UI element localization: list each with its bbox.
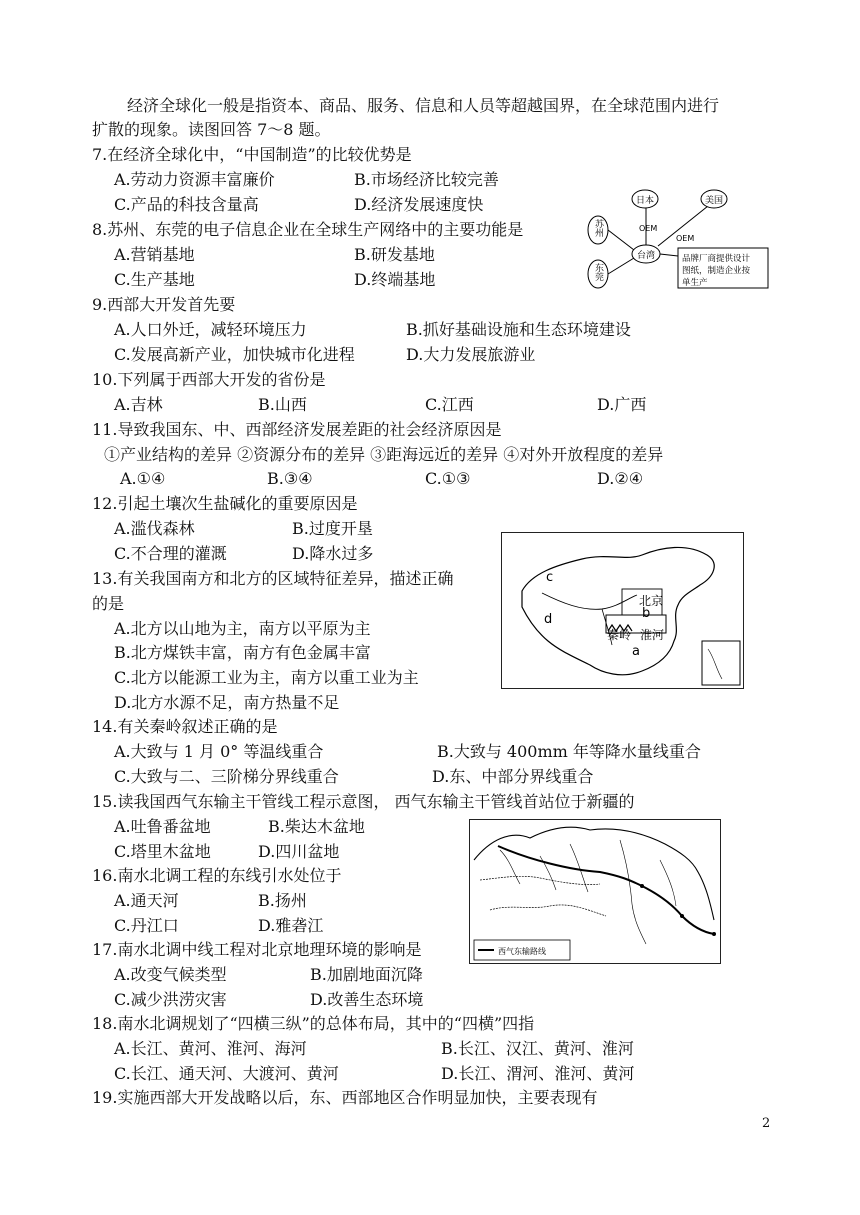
question-16-option-a: A.通天河 [114,891,179,910]
question-11-option-a: A.①④ [120,469,166,488]
question-7-option-a: A.劳动力资源丰富廉价 [114,170,275,189]
question-17-option-a: A.改变气候类型 [114,965,227,984]
question-12-option-a: A.滥伐森林 [114,519,195,538]
question-16-stem: 16.南水北调工程的东线引水处位于 [92,866,342,885]
map-label-qinling: 秦岭 [607,628,632,642]
question-13-stem: 13.有关我国南方和北方的区域特征差异，描述正确 [92,569,454,588]
question-17-option-d: D.改善生态环境 [310,990,424,1009]
question-9-option-c: C.发展高新产业，加快城市化进程 [114,345,355,364]
oem-diagram [584,188,770,290]
question-10-option-a: A.吉林 [114,395,163,414]
intro-line-2: 扩散的现象。读图回答 7～8 题。 [92,120,331,139]
question-17-stem: 17.南水北调中线工程对北京地理环境的影响是 [92,940,422,959]
oem-note-line-1: 品牌厂商提供设计 [682,254,751,264]
label-usa: 美国 [704,196,724,206]
page-number: 2 [762,1116,771,1131]
question-18-option-a: A.长江、黄河、淮河、海河 [114,1039,307,1058]
question-15-option-d: D.四川盆地 [258,842,340,861]
question-7-option-c: C.产品的科技含量高 [114,195,259,214]
label-japan: 日本 [635,196,655,206]
question-18-option-b: B.长江、汉江、黄河、淮河 [441,1039,634,1058]
label-taiwan: 台湾 [636,251,656,261]
question-7-option-d: D.经济发展速度快 [354,195,484,214]
question-14-option-b: B.大致与 400mm 年等降水量线重合 [437,742,701,761]
question-8-option-b: B.研发基地 [354,245,435,264]
question-9-option-b: B.抓好基础设施和生态环境建设 [406,320,631,339]
question-10-option-c: C.江西 [425,395,474,414]
question-13-option-c: C.北方以能源工业为主，南方以重工业为主 [114,668,419,687]
question-12-option-b: B.过度开垦 [292,519,373,538]
question-11-stem: 11.导致我国东、中、西部经济发展差距的社会经济原因是 [92,420,502,439]
question-13-option-b: B.北方煤铁丰富，南方有色金属丰富 [114,643,371,662]
map-label-b: b [642,606,651,621]
question-17-option-c: C.减少洪涝灾害 [114,990,227,1009]
question-18-option-c: C.长江、通天河、大渡河、黄河 [114,1064,339,1083]
map-label-huaihe: 淮河 [640,628,665,642]
label-oem-2: OEM [676,234,695,243]
question-10-option-b: B.山西 [258,395,307,414]
west-east-gas-pipeline-map [469,819,721,964]
label-dongguan: 东莞 [593,263,603,281]
question-12-option-d: D.降水过多 [292,544,374,563]
question-14-option-d: D.东、中部分界线重合 [432,767,594,786]
label-oem-1: OEM [639,224,658,233]
question-15-option-c: C.塔里木盆地 [114,842,211,861]
pipeline-legend-label: 西气东输路线 [498,947,546,956]
question-9-option-a: A.人口外迁，减轻环境压力 [114,320,307,339]
question-8-option-d: D.终端基地 [354,270,436,289]
question-11-statements: ①产业结构的差异 ②资源分布的差异 ③距海远近的差异 ④对外开放程度的差异 [104,445,664,464]
question-8-option-c: C.生产基地 [114,270,195,289]
map-label-a: a [632,644,640,659]
question-18-stem: 18.南水北调规划了“四横三纵”的总体布局，其中的“四横”四指 [92,1014,535,1033]
question-18-option-d: D.长江、渭河、淮河、黄河 [441,1064,635,1083]
question-9-stem: 9.西部大开发首先要 [92,295,236,314]
question-17-option-b: B.加剧地面沉降 [310,965,423,984]
question-12-stem: 12.引起土壤次生盐碱化的重要原因是 [92,494,358,513]
question-14-option-a: A.大致与 1 月 0° 等温线重合 [114,742,324,761]
map-label-beijing: 北京 [639,594,664,608]
oem-note-line-3: 单生产 [682,278,708,288]
map-label-c: c [546,570,554,585]
question-16-option-d: D.雅砻江 [258,916,324,935]
question-11-option-d: D.②④ [597,469,644,488]
question-15-stem: 15.读我国西气东输主干管线工程示意图， 西气东输主干管线首站位于新疆的 [92,792,635,811]
china-north-south-map [501,532,744,689]
question-11-option-b: B.③④ [267,469,313,488]
map-label-d: d [544,612,553,627]
question-15-option-a: A.吐鲁番盆地 [114,817,211,836]
question-7-stem: 7.在经济全球化中，“中国制造”的比较优势是 [92,145,412,164]
question-9-option-d: D.大力发展旅游业 [406,345,536,364]
question-14-option-c: C.大致与二、三阶梯分界线重合 [114,767,339,786]
question-12-option-c: C.不合理的灌溉 [114,544,227,563]
intro-line-1: 经济全球化一般是指资本、商品、服务、信息和人员等超越国界，在全球范围内进行 [127,96,720,115]
question-10-stem: 10.下列属于西部大开发的省份是 [92,370,326,389]
question-7-option-b: B.市场经济比较完善 [354,170,499,189]
question-8-option-a: A.营销基地 [114,245,195,264]
question-10-option-d: D.广西 [597,395,647,414]
question-16-option-c: C.丹江口 [114,916,179,935]
question-11-option-c: C.①③ [425,469,471,488]
label-suzhou: 苏州 [593,219,603,237]
oem-note-line-2: 图纸，制造企业按 [682,266,751,276]
question-16-option-b: B.扬州 [258,891,307,910]
question-13-stem-cont: 的是 [92,594,125,613]
question-15-option-b: B.柴达木盆地 [268,817,365,836]
question-13-option-d: D.北方水源不足，南方热量不足 [114,693,340,712]
question-14-stem: 14.有关秦岭叙述正确的是 [92,717,278,736]
question-13-option-a: A.北方以山地为主，南方以平原为主 [114,619,371,638]
question-19-stem: 19.实施西部大开发战略以后，东、西部地区合作明显加快，主要表现有 [92,1088,598,1107]
question-8-stem: 8.苏州、东莞的电子信息企业在全球生产网络中的主要功能是 [92,220,524,239]
